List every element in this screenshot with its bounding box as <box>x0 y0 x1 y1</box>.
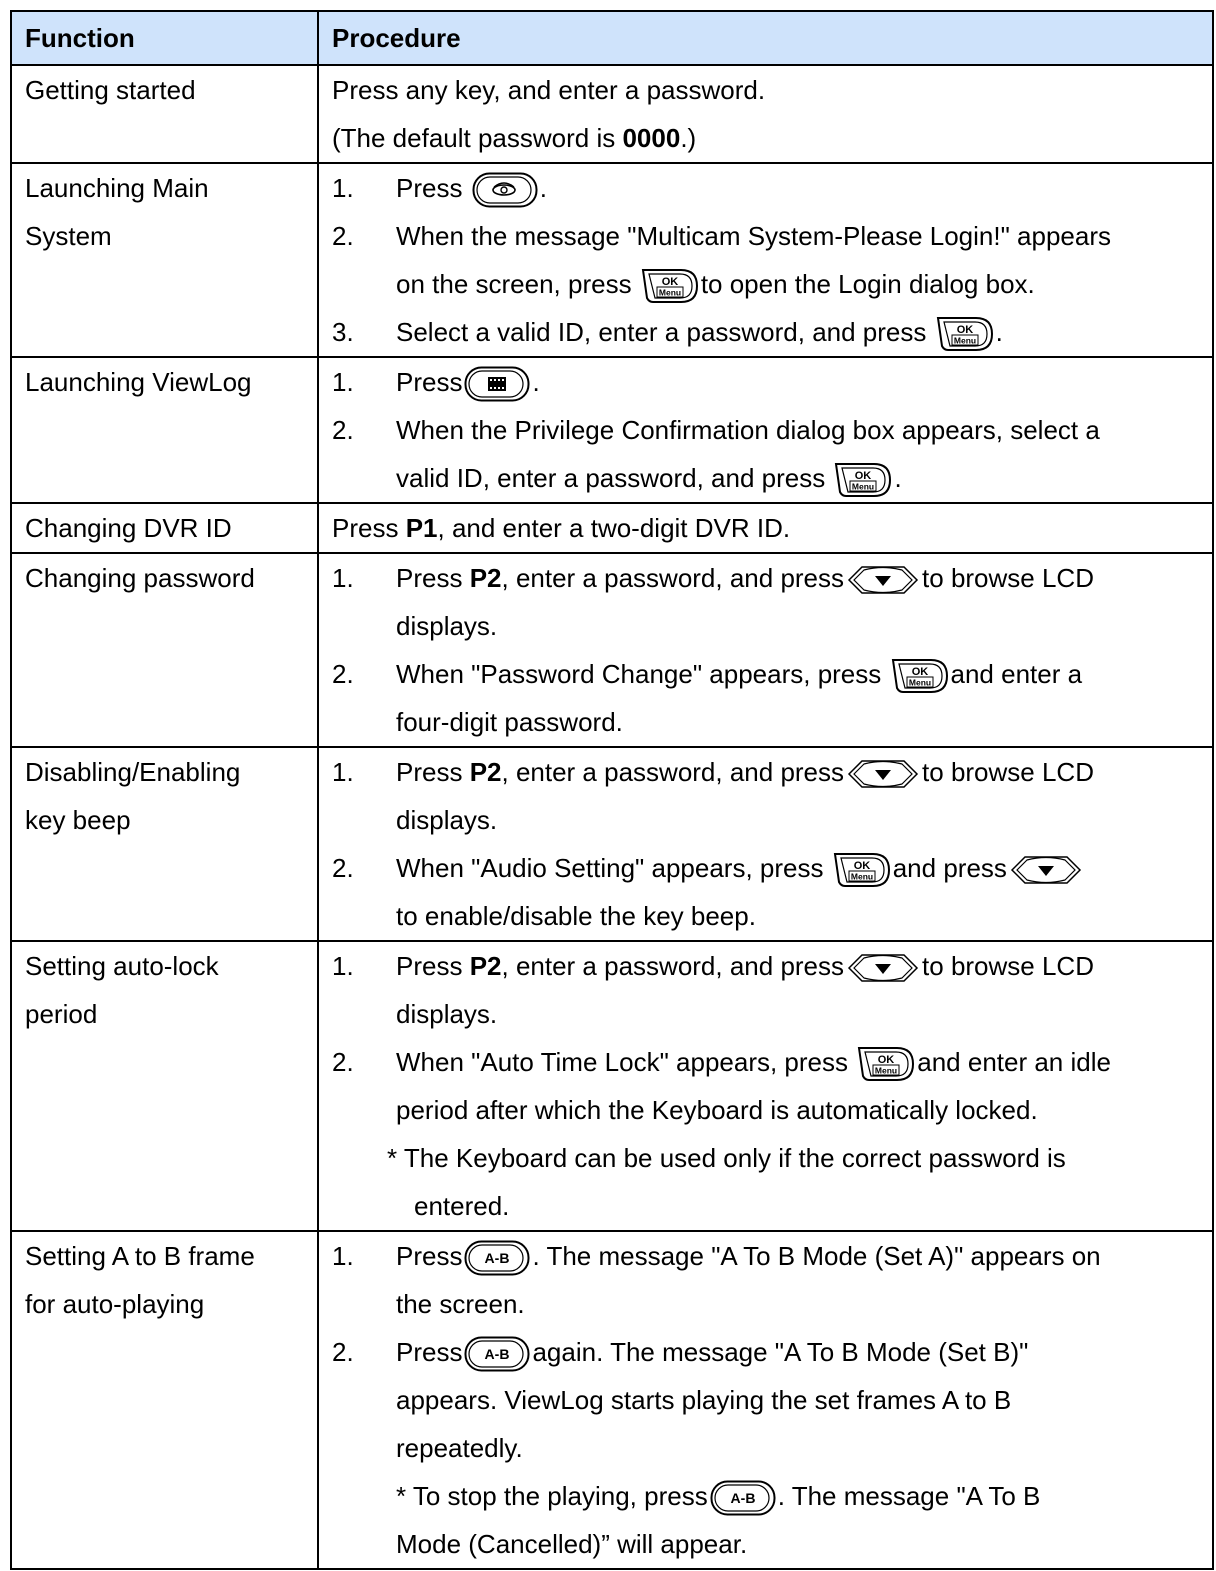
text: . <box>539 173 547 203</box>
text: When "Auto Time Lock" appears, press <box>396 1047 849 1077</box>
note-line: entered. <box>414 1191 510 1221</box>
function-cell <box>11 747 318 941</box>
note-line: * The Keyboard can be used only if the correct password is <box>387 1143 1066 1173</box>
text: , enter a password, and press <box>501 563 845 593</box>
step-number: 3. <box>332 317 354 347</box>
key-name: P1 <box>405 513 438 543</box>
header-function: Function <box>11 11 318 65</box>
step-number: 2. <box>332 1337 354 1367</box>
table-row <box>11 503 1213 553</box>
step-text <box>396 844 1212 940</box>
a-b-key-icon <box>464 1240 530 1276</box>
text: Press <box>396 951 470 981</box>
text: Press <box>396 1337 463 1367</box>
text: (The default password is <box>332 123 623 153</box>
step-text <box>396 1232 1212 1328</box>
table-row <box>11 65 1213 163</box>
ok-menu-key-icon <box>641 267 699 305</box>
key-name: P2 <box>469 951 502 981</box>
procedure-cell <box>318 747 1213 941</box>
ok-menu-key-icon <box>936 315 994 353</box>
svg-text:OK: OK <box>855 470 872 483</box>
procedure-line <box>332 114 1212 162</box>
step-text <box>396 942 1212 1038</box>
function-procedure-table <box>10 10 1214 1570</box>
table-row <box>11 747 1213 941</box>
step <box>332 1232 1212 1328</box>
step-number: 1. <box>332 951 354 981</box>
table-header-row <box>11 11 1213 65</box>
text: period after which the Keyboard is automatically locked. <box>396 1095 1038 1125</box>
text: displays. <box>396 611 498 641</box>
svg-text:Menu: Menu <box>953 335 976 346</box>
function-text: Launching Main <box>25 173 209 203</box>
svg-text:OK: OK <box>853 860 870 873</box>
function-cell <box>11 553 318 747</box>
text: When "Password Change" appears, press <box>396 659 882 689</box>
text: Press <box>332 513 406 543</box>
procedure-cell <box>318 65 1213 163</box>
function-cell <box>11 503 318 553</box>
text: to open the Login dialog box. <box>700 269 1035 299</box>
text: When "Audio Setting" appears, press <box>396 853 824 883</box>
eye-key-icon <box>472 172 538 208</box>
text: valid ID, enter a password, and press <box>396 463 826 493</box>
step <box>332 308 1212 356</box>
function-text: Changing DVR ID <box>25 513 232 543</box>
procedure-cell <box>318 1231 1213 1569</box>
step-number: 2. <box>332 1047 354 1077</box>
function-cell <box>11 941 318 1231</box>
down-arrow-key-icon <box>1009 853 1083 887</box>
step-number: 2. <box>332 659 354 689</box>
svg-text:Menu: Menu <box>908 677 931 688</box>
step-text <box>396 748 1212 844</box>
down-arrow-key-icon <box>846 757 920 791</box>
text: and press <box>892 853 1007 883</box>
step-number: 2. <box>332 221 354 251</box>
table-row <box>11 163 1213 357</box>
svg-text:Menu: Menu <box>852 481 875 492</box>
table-row <box>11 1231 1213 1569</box>
text: . <box>995 317 1003 347</box>
text: Press <box>396 757 470 787</box>
function-cell <box>11 65 318 163</box>
step-text <box>396 554 1212 650</box>
function-cell <box>11 357 318 503</box>
svg-text:OK: OK <box>956 324 973 337</box>
header-procedure: Procedure <box>318 11 1213 65</box>
step-number: 2. <box>332 853 354 883</box>
down-arrow-key-icon <box>846 951 920 985</box>
step <box>332 212 1212 308</box>
function-text: Setting auto-lock <box>25 951 219 981</box>
down-arrow-key-icon <box>846 563 920 597</box>
step <box>332 406 1212 502</box>
step-text <box>396 1328 1212 1568</box>
text: the screen. <box>396 1289 525 1319</box>
text: displays. <box>396 999 498 1029</box>
film-key-icon <box>464 366 530 402</box>
step-number: 1. <box>332 563 354 593</box>
text: and enter a <box>950 659 1083 689</box>
text: .) <box>680 123 697 153</box>
key-name: P2 <box>469 563 502 593</box>
text: When the Privilege Confirmation dialog box appears, select a <box>396 415 1100 445</box>
svg-text:Menu: Menu <box>850 871 873 882</box>
default-password: 0000 <box>622 123 681 153</box>
key-name: P2 <box>469 757 502 787</box>
a-b-key-icon <box>464 1336 530 1372</box>
text: . <box>894 463 902 493</box>
function-text: Getting started <box>25 75 196 105</box>
step-text <box>396 212 1212 308</box>
text: . <box>532 367 540 397</box>
step-text <box>396 406 1212 502</box>
text: repeatedly. <box>396 1433 523 1463</box>
note-text: . The message "A To B <box>777 1481 1041 1511</box>
function-text: period <box>25 999 98 1029</box>
text: and enter an idle <box>917 1047 1111 1077</box>
step <box>332 748 1212 844</box>
step-text <box>396 358 1212 406</box>
step-text <box>396 1038 1212 1134</box>
step <box>332 1038 1212 1134</box>
procedure-cell <box>318 357 1213 503</box>
svg-text:OK: OK <box>878 1054 895 1067</box>
step <box>332 650 1212 746</box>
step-number: 1. <box>332 367 354 397</box>
function-text: Launching ViewLog <box>25 367 252 397</box>
a-b-key-icon <box>710 1480 776 1516</box>
procedure-cell <box>318 941 1213 1231</box>
step <box>332 1328 1212 1568</box>
note-text: Mode (Cancelled)” will appear. <box>396 1529 748 1559</box>
function-text: Setting A to B frame <box>25 1241 255 1271</box>
svg-text:A-B: A-B <box>730 1490 756 1507</box>
text: displays. <box>396 805 498 835</box>
text: , and enter a two-digit DVR ID. <box>437 513 791 543</box>
text: again. The message "A To B Mode (Set B)" <box>532 1337 1029 1367</box>
function-text: Disabling/Enabling <box>25 757 241 787</box>
ok-menu-key-icon <box>891 657 949 695</box>
function-cell <box>11 163 318 357</box>
text: Select a valid ID, enter a password, and press <box>396 317 927 347</box>
function-cell <box>11 1231 318 1569</box>
procedure-line: Press any key, and enter a password. <box>332 75 766 105</box>
procedure-cell <box>318 503 1213 553</box>
text: . The message "A To B Mode (Set A)" appears on <box>532 1241 1101 1271</box>
text: Press <box>396 1241 463 1271</box>
text: four-digit password. <box>396 707 623 737</box>
text: to browse LCD <box>922 757 1094 787</box>
function-text: key beep <box>25 805 131 835</box>
step-number: 1. <box>332 173 354 203</box>
table-row <box>11 357 1213 503</box>
text: When the message "Multicam System-Please Login!" appears <box>396 221 1112 251</box>
step-number: 1. <box>332 1241 354 1271</box>
svg-text:Menu: Menu <box>875 1065 898 1076</box>
step-text <box>396 308 1212 356</box>
function-text: for auto-playing <box>25 1289 205 1319</box>
ok-menu-key-icon <box>834 461 892 499</box>
step-number: 1. <box>332 757 354 787</box>
ok-menu-key-icon <box>857 1045 915 1083</box>
table-row <box>11 553 1213 747</box>
function-text: Changing password <box>25 563 255 593</box>
text: to browse LCD <box>922 563 1094 593</box>
svg-text:OK: OK <box>911 666 928 679</box>
text: to enable/disable the key beep. <box>396 901 756 931</box>
text: Press <box>396 563 470 593</box>
procedure-cell <box>318 163 1213 357</box>
text: Press <box>396 367 463 397</box>
procedure-cell <box>318 553 1213 747</box>
svg-text:Menu: Menu <box>658 287 681 298</box>
step <box>332 554 1212 650</box>
function-text: System <box>25 221 112 251</box>
procedure-line <box>332 504 1212 552</box>
step <box>332 844 1212 940</box>
text: , enter a password, and press <box>501 757 845 787</box>
ok-menu-key-icon <box>833 851 891 889</box>
step <box>332 164 1212 212</box>
svg-text:OK: OK <box>661 276 679 289</box>
text: to browse LCD <box>922 951 1094 981</box>
svg-text:A-B: A-B <box>485 1346 510 1363</box>
text: appears. ViewLog starts playing the set frames A to B <box>396 1385 1012 1415</box>
step-text <box>396 650 1212 746</box>
table-row <box>11 941 1213 1231</box>
step <box>332 942 1212 1038</box>
step <box>332 358 1212 406</box>
svg-text:A-B: A-B <box>485 1250 510 1267</box>
step-text <box>396 164 1212 212</box>
text: Press <box>396 173 463 203</box>
note-text: * To stop the playing, press <box>396 1481 708 1511</box>
text: on the screen, press <box>396 269 632 299</box>
step-number: 2. <box>332 415 354 445</box>
text: , enter a password, and press <box>501 951 845 981</box>
